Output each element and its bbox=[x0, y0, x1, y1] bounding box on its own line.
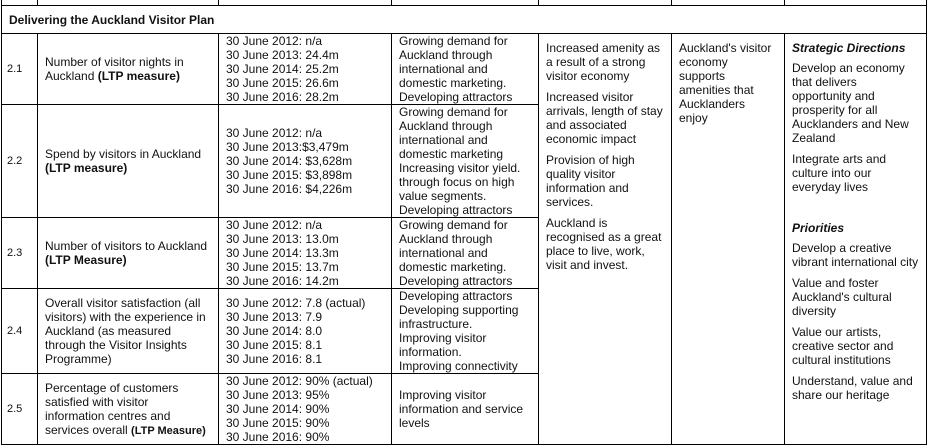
target-line: 30 June 2013: 95% bbox=[226, 388, 330, 402]
target-line: 30 June 2012: 7.8 (actual) bbox=[226, 296, 366, 310]
outcome-item: Auckland is recognised as a great place to live, work, visit and invest. bbox=[546, 216, 662, 272]
action-line: Increasing visitor yield. through focus on high value segments. bbox=[399, 161, 521, 203]
action-line: Developing attractors bbox=[399, 274, 513, 288]
target-line: 30 June 2016: 14.2m bbox=[226, 274, 339, 288]
action-line: Growing demand for Auckland through international and domestic marketing. bbox=[399, 34, 508, 90]
actions-cell bbox=[392, 218, 539, 289]
target-line: 30 June 2015: 26.6m bbox=[226, 76, 339, 90]
outcome-item: Increased visitor arrivals, length of stay and associated economic impact bbox=[546, 90, 663, 146]
actions-cell bbox=[392, 105, 539, 218]
target-line: 30 June 2014: 8.0 bbox=[226, 324, 323, 338]
measure-text: Number of visitor nights in Auckland bbox=[45, 55, 184, 83]
targets-cell bbox=[219, 105, 392, 218]
benefit-text: Auckland's visitor economy supports amenities that Aucklanders enjoy bbox=[679, 41, 772, 125]
targets-cell bbox=[219, 218, 392, 289]
targets-cell bbox=[219, 289, 392, 374]
target-line: 30 June 2015: 13.7m bbox=[226, 260, 339, 274]
target-line: 30 June 2013:$3,479m bbox=[226, 140, 349, 154]
action-line: Improving visitor information. bbox=[399, 331, 487, 359]
action-line: Growing demand for Auckland through international and domestic marketing. bbox=[399, 218, 508, 274]
target-line: 30 June 2015: 90% bbox=[226, 416, 330, 430]
measure-bold: (LTP Measure) bbox=[45, 253, 127, 267]
visitor-plan-table bbox=[1, 0, 927, 445]
target-line: 30 June 2015: 8.1 bbox=[226, 338, 323, 352]
section-title: Delivering the Auckland Visitor Plan bbox=[2, 6, 927, 34]
measure-bold: (LTP Measure) bbox=[131, 424, 206, 437]
row-number: 2.3 bbox=[2, 218, 38, 289]
measure-bold: (LTP measure) bbox=[45, 161, 128, 175]
target-line: 30 June 2013: 7.9 bbox=[226, 310, 323, 324]
alignment-cell bbox=[785, 34, 927, 445]
table-row bbox=[2, 34, 927, 105]
action-line: Developing attractors bbox=[399, 90, 513, 104]
outcome-item: Increased amenity as a result of a strong visitor economy bbox=[546, 41, 661, 83]
outcomes-cell bbox=[539, 34, 672, 445]
targets-cell bbox=[219, 34, 392, 105]
measure-cell bbox=[38, 218, 219, 289]
target-line: 30 June 2016: 90% bbox=[226, 430, 330, 444]
measure-text: Spend by visitors in Auckland bbox=[45, 147, 202, 161]
actions-cell bbox=[392, 34, 539, 105]
strategic-item: Integrate arts and culture into our everyday lives bbox=[792, 152, 887, 194]
target-line: 30 June 2012: n/a bbox=[226, 126, 323, 140]
target-line: 30 June 2012: 90% (actual) bbox=[226, 374, 373, 388]
target-line: 30 June 2012: n/a bbox=[226, 34, 323, 48]
target-line: 30 June 2012: n/a bbox=[226, 218, 323, 232]
measure-bold: (LTP measure) bbox=[97, 69, 180, 83]
actions-cell bbox=[392, 289, 539, 374]
measure-cell bbox=[38, 34, 219, 105]
measure-cell bbox=[38, 105, 219, 218]
target-line: 30 June 2016: $4,226m bbox=[226, 182, 353, 196]
strategic-heading: Strategic Directions bbox=[792, 41, 906, 55]
strategic-item: Develop an economy that delivers opportunity and prosperity for all Aucklanders and New Zealand bbox=[792, 61, 909, 145]
row-number: 2.2 bbox=[2, 105, 38, 218]
priorities-heading: Priorities bbox=[792, 221, 845, 235]
benefit-cell bbox=[672, 34, 785, 445]
priority-item: Value and foster Auckland's cultural diversity bbox=[792, 276, 892, 318]
target-line: 30 June 2013: 13.0m bbox=[226, 232, 339, 246]
measure-cell bbox=[38, 374, 219, 445]
target-line: 30 June 2016: 28.2m bbox=[226, 90, 339, 104]
action-line: Developing supporting infrastructure. bbox=[399, 303, 519, 331]
row-number: 2.4 bbox=[2, 289, 38, 374]
priority-item: Understand, value and share our heritage bbox=[792, 374, 913, 402]
measure-text: Number of visitors to Auckland bbox=[45, 239, 208, 253]
target-line: 30 June 2014: 90% bbox=[226, 402, 330, 416]
target-line: 30 June 2015: $3,898m bbox=[226, 168, 353, 182]
priority-item: Develop a creative vibrant international city bbox=[792, 241, 919, 269]
target-line: 30 June 2013: 24.4m bbox=[226, 48, 339, 62]
action-line: Improving connectivity bbox=[399, 359, 518, 373]
target-line: 30 June 2016: 8.1 bbox=[226, 352, 323, 366]
priority-item: Value our artists, creative sector and cultural institutions bbox=[792, 325, 894, 367]
action-line: Improving visitor information and service levels bbox=[399, 388, 524, 430]
measure-text: Overall visitor satisfaction (all visitors) with the experience in Auckland (as measured through the Visitor Insights Programme) bbox=[45, 296, 206, 366]
measure-cell bbox=[38, 289, 219, 374]
targets-cell bbox=[219, 374, 392, 445]
outcome-item: Provision of high quality visitor information and services. bbox=[546, 153, 635, 209]
target-line: 30 June 2014: $3,628m bbox=[226, 154, 353, 168]
row-number: 2.1 bbox=[2, 34, 38, 105]
action-line: Developing attractors bbox=[399, 289, 513, 303]
action-line: Growing demand for Auckland through international and domestic marketing bbox=[399, 105, 508, 161]
measure-text: Percentage of customers satisfied with visitor information centres and services overall bbox=[45, 380, 179, 437]
row-number: 2.5 bbox=[2, 374, 38, 445]
target-line: 30 June 2014: 25.2m bbox=[226, 62, 339, 76]
action-line: Developing attractors bbox=[399, 203, 513, 217]
target-line: 30 June 2014: 13.3m bbox=[226, 246, 339, 260]
actions-cell bbox=[392, 374, 539, 445]
